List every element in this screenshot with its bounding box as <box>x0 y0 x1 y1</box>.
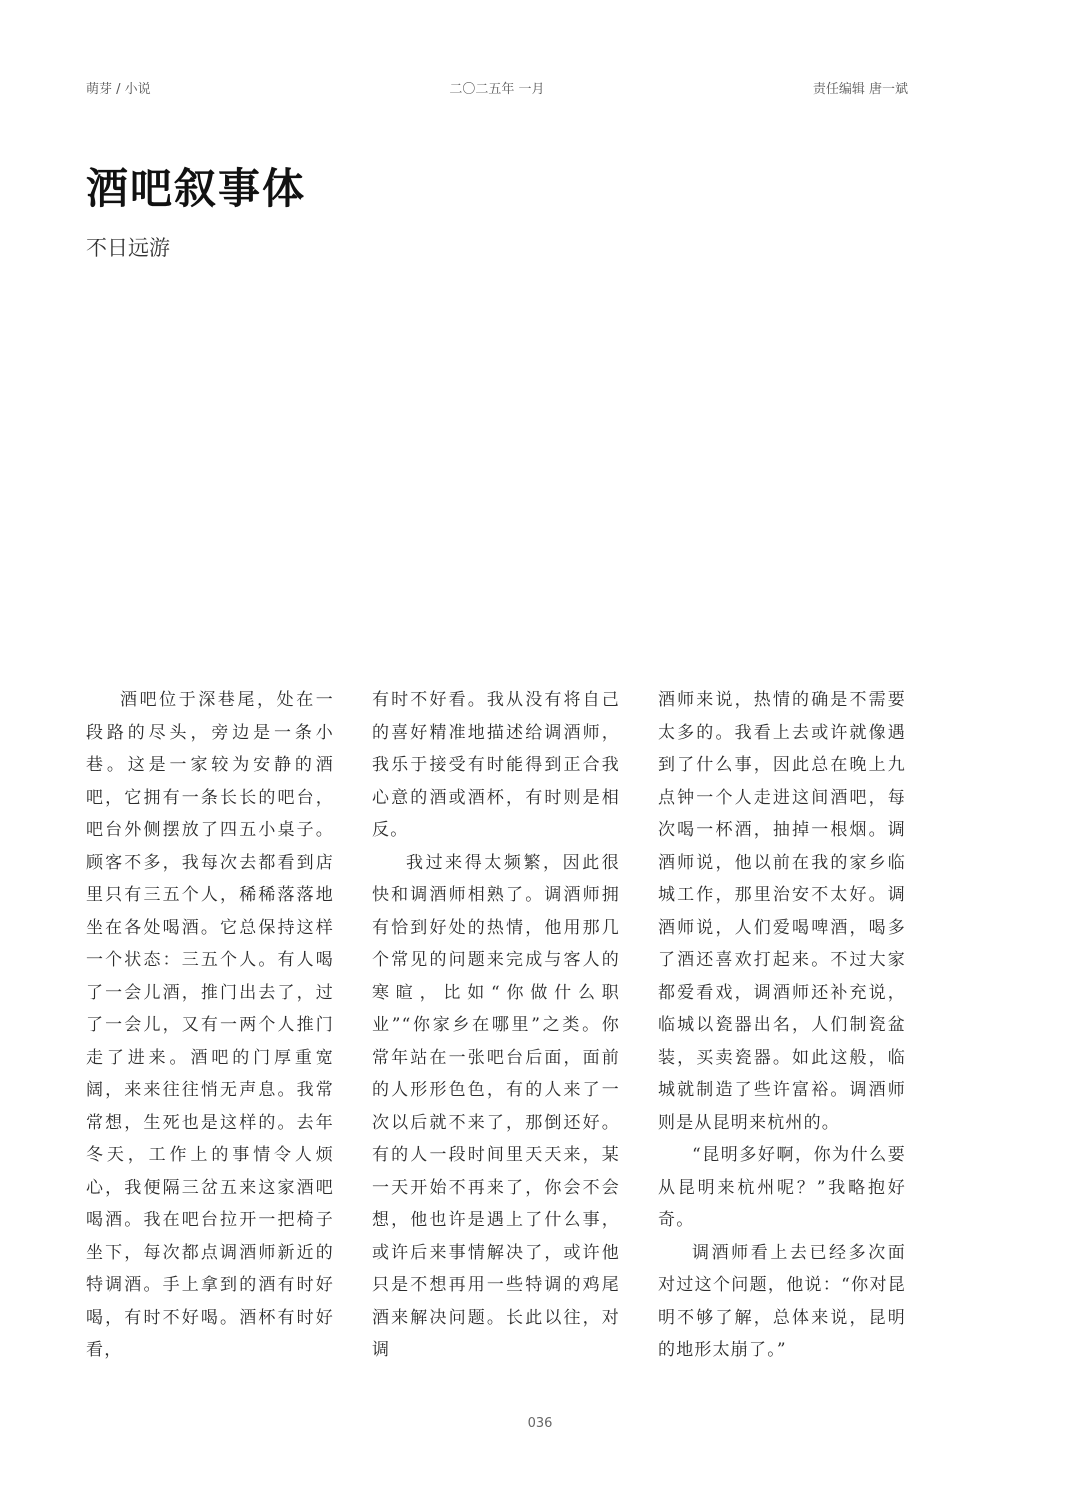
editor-credit: 责任编辑 唐一斌 <box>812 82 908 97</box>
paragraph: “昆明多好啊，你为什么要从昆明来杭州呢？”我略抱好奇。 <box>658 1145 906 1230</box>
article-title: 酒吧叙事体 <box>86 164 307 213</box>
section-label: 萌芽 / 小说 <box>86 82 151 97</box>
text-column-2 <box>372 684 620 1374</box>
paragraph: 我过来得太频繁，因此很快和调酒师相熟了。调酒师拥有恰到好处的热情，他用那几个常见的问题来完成与客人的寒暄，比如“你做什么职业”“你家乡在哪里”之类。你常年站在一张吧台后面，面前的人形形色色，有的人来了一次以后就不来了，那倒还好。有的人一段时间里天天来，某一天开始不再来了，你会不会想，他也许是遇上了什么事，或许后来事情解决了，或许他只是不想再用一些特调的鸡尾酒来解决问题。长此以往，对调 <box>372 852 620 1360</box>
paragraph: 酒师来说，热情的确是不需要太多的。我看上去或许就像遇到了什么事，因此总在晚上九点钟一个人走进这间酒吧，每次喝一杯酒，抽掉一根烟。调酒师说，他以前在我的家乡临城工作，那里治安不太好。调酒师说，人们爱喝啤酒，喝多了酒还喜欢打起来。不过大家都爱看戏，调酒师还补充说，临城以瓷器出名，人们制瓷盆装，买卖瓷器。如此这般，临城就制造了些许富裕。调酒师则是从昆明来杭州的。 <box>658 690 906 1133</box>
issue-date: 二〇二五年 一月 <box>449 82 545 97</box>
paragraph: 调酒师看上去已经多次面对过这个问题，他说：“你对昆明不够了解，总体来说，昆明的地形太崩了。” <box>658 1242 906 1360</box>
body-columns <box>86 684 908 1374</box>
page-number: 036 <box>527 1416 553 1431</box>
text-column-1 <box>86 684 334 1374</box>
paragraph: 酒吧位于深巷尾，处在一段路的尽头，旁边是一条小巷。这是一家较为安静的酒吧，它拥有一条长长的吧台，吧台外侧摆放了四五小桌子。顾客不多，我每次去都看到店里只有三五个人，稀稀落落地坐在各处喝酒。它总保持这样一个状态：三五个人。有人喝了一会儿酒，推门出去了，过了一会儿，又有一两个人推门走了进来。酒吧的门厚重宽阔，来来往往悄无声息。我常常想，生死也是这样的。去年冬天，工作上的事情令人烦心，我便隔三岔五来这家酒吧喝酒。我在吧台拉开一把椅子坐下，每次都点调酒师新近的特调酒。手上拿到的酒有时好喝，有时不好喝。酒杯有时好看， <box>86 690 334 1360</box>
article-author: 不日远游 <box>86 236 170 260</box>
running-header <box>86 78 908 100</box>
paragraph: 有时不好看。我从没有将自己的喜好精准地描述给调酒师，我乐于接受有时能得到正合我心意的酒或酒杯，有时则是相反。 <box>372 690 620 840</box>
text-column-3 <box>658 684 906 1374</box>
